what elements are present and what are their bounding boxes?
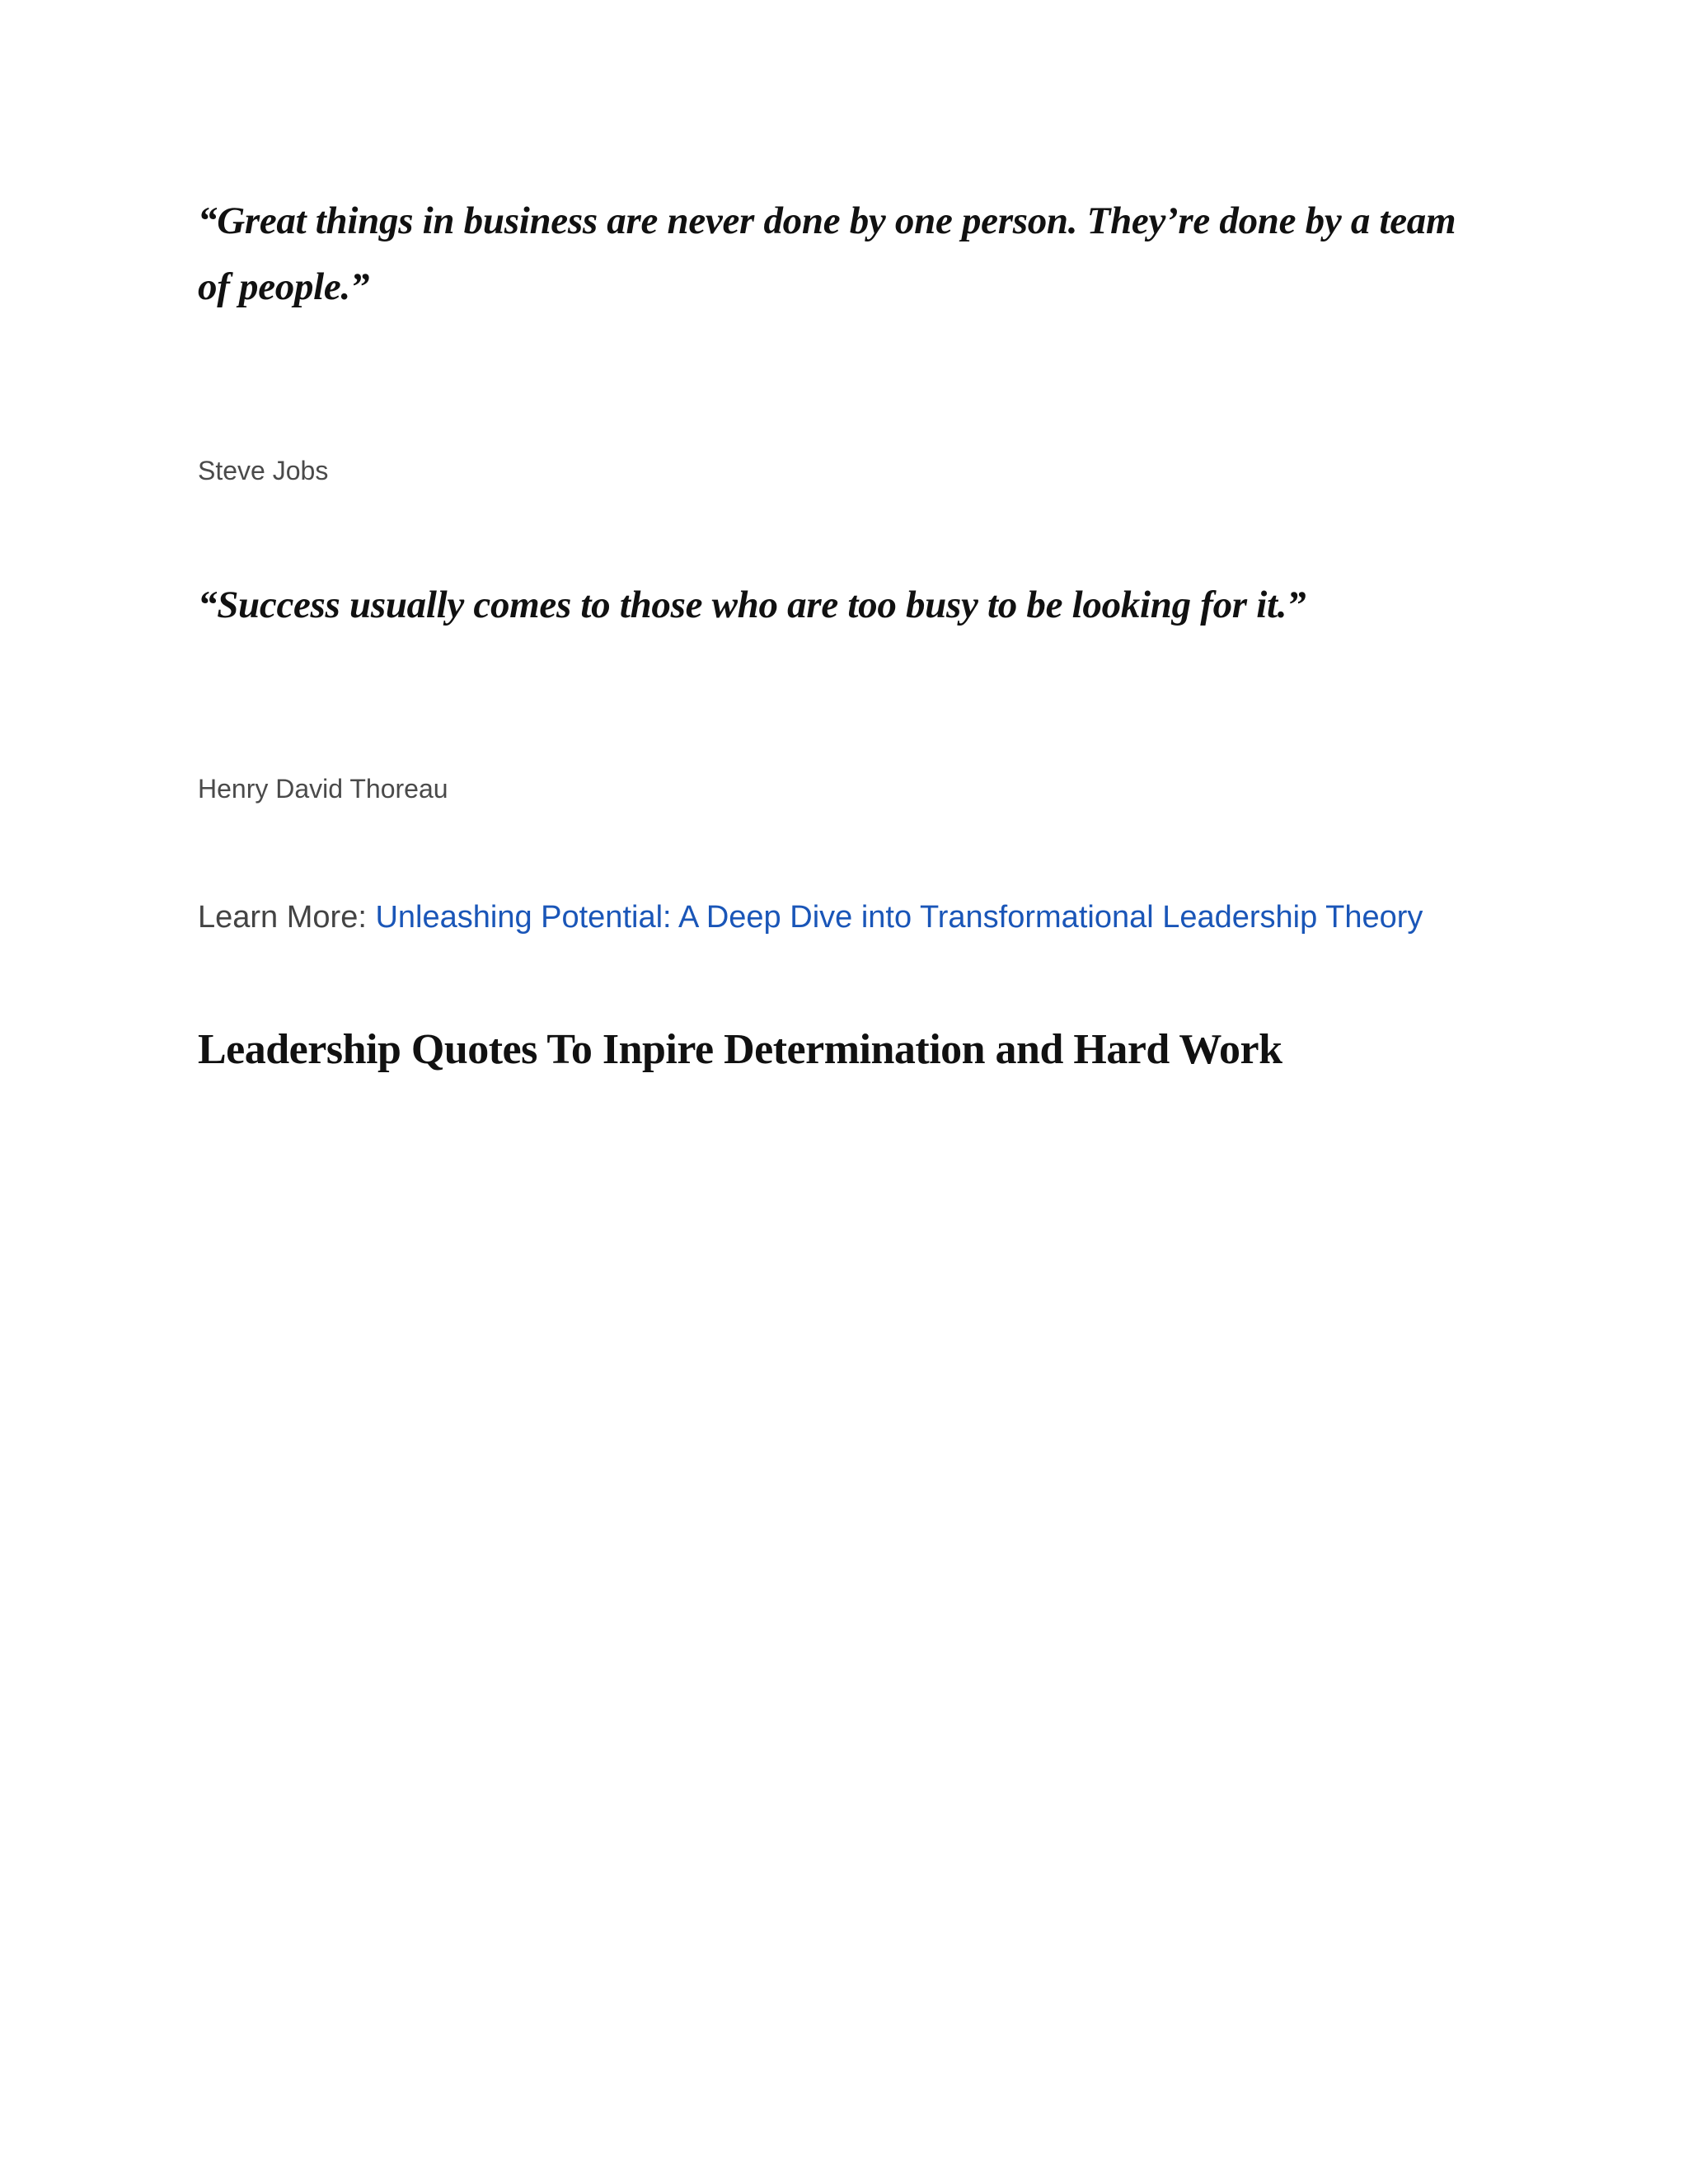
quote-author-henry-david-thoreau: Henry David Thoreau bbox=[198, 774, 448, 804]
learn-more-line bbox=[198, 898, 1423, 937]
section-heading: Leadership Quotes To Inpire Determination and Hard Work bbox=[198, 1026, 1282, 1073]
learn-more-label: Learn More: bbox=[198, 900, 376, 935]
quote-steve-jobs: “Great things in business are never done by one person. They’re done by a team of people.” bbox=[198, 199, 1456, 308]
learn-more-link[interactable]: Unleashing Potential: A Deep Dive into Transformational Leadership Theory bbox=[375, 900, 1423, 935]
quote-author-steve-jobs: Steve Jobs bbox=[198, 456, 329, 485]
quote-henry-david-thoreau: “Success usually comes to those who are too busy to be looking for it.” bbox=[198, 583, 1306, 626]
